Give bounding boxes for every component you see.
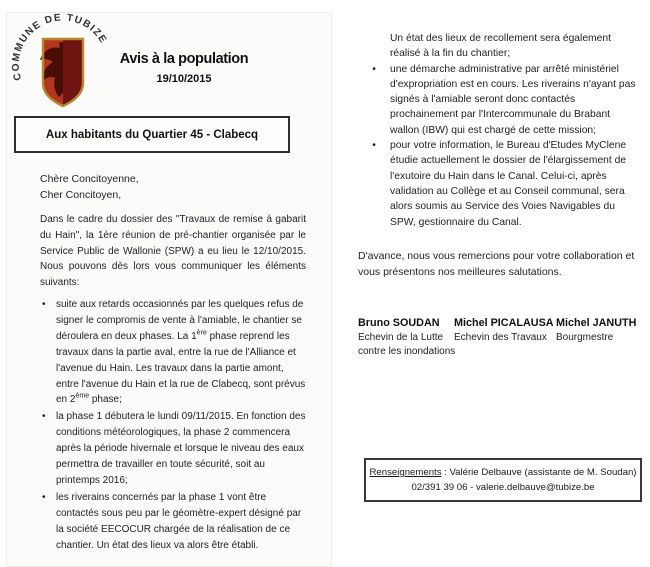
signature <box>556 317 648 345</box>
signatory-name: Bruno SOUDAN <box>358 317 440 329</box>
contact-name: : Valérie Delbauve (assistante de M. Soudan) <box>441 467 637 478</box>
bullet-icon: • <box>42 299 46 310</box>
list-item-text <box>56 297 308 408</box>
contact-label: Renseignements <box>369 467 442 478</box>
list-item <box>358 138 646 230</box>
contact-info-box <box>364 458 642 502</box>
list-item <box>358 62 646 138</box>
bullet-icon: • <box>42 411 46 423</box>
bullet-icon: • <box>372 140 376 152</box>
signatory-name: Michel PICALAUSA <box>454 317 554 329</box>
bullet-icon: • <box>42 491 46 503</box>
closing-paragraph: D'avance, nous vous remercions pour votre collaboration et vous présentons nos meilleures salutations. <box>358 250 635 278</box>
list-item <box>40 490 308 554</box>
list-item-text: pour votre information, le Bureau d'Etudes MyClene étudie actuellement le dossier de l'élargissement de l'exutoire du Hain dans le Canal. Celui-ci, après validation au Collège et au Conseil communal, sera alors soumis au Service des Voies Navigables du SPW, gestionnaire du Canal. <box>390 140 627 228</box>
signatory-role: Bourgmestre <box>556 332 614 343</box>
list-item <box>40 409 308 489</box>
signature <box>358 317 456 359</box>
greeting-line-2: Cher Concitoyen, <box>40 189 122 201</box>
list-item-text: la phase 1 débutera le lundi 09/11/2015. En fonction des conditions météorologiques, la phase 2 commencera après la période hivernale et lorsque le niveau des eaux permettra de travailler en toute sécurité, soit au printemps 2016; <box>56 411 306 486</box>
notice-page-2 <box>352 0 650 567</box>
signature-block <box>352 317 650 377</box>
greeting <box>40 171 302 203</box>
list-item-text: les riverains concernés par la phase 1 vont être contactés sous peu par le géomètre-expert désigné par la société EECOCUR chargée de la réalisation de ce chantier. Un état des lieux va alors être établi. <box>56 491 302 551</box>
signatory-role: Echevin des Travaux <box>454 332 547 343</box>
notice-page-1 <box>6 12 332 567</box>
bullet1-sup1: ère <box>196 329 207 337</box>
list-item <box>40 297 308 408</box>
bullet-list-page2 <box>358 31 646 230</box>
intro-paragraph: Dans le cadre du dossier des "Travaux de remise à gabarit du Hain", la 1ère réunion de pré-chantier organisée par le Service Public de Wallonie (SPW) a eu lieu le 12/10/2015. Nous pouvons dès lors vous communiquer les éléments suivants: <box>40 214 306 289</box>
bullet-icon: • <box>372 63 376 75</box>
signature <box>454 317 556 345</box>
bullet1-part3: phase; <box>89 394 122 406</box>
continuation-text: Un état des lieux de recollement sera également réalisé à la fin du chantier; <box>390 33 611 60</box>
seal-arc-text: COMMUNE DE TUBIZE <box>11 12 109 82</box>
notice-date: 19/10/2015 <box>156 73 212 85</box>
signatory-role: Echevin de la Lutte contre les inondations <box>358 332 456 357</box>
bullet1-sup2: ème <box>75 393 90 401</box>
contact-line-1 <box>370 465 637 480</box>
list-item-text: une démarche administrative par arrêté ministériel d'expropriation est en cours. Les riverains n'ayant pas signés à l'amiable seront donc contactés prochainement par l'Intercommunale du Brabant wallon (IBW) qui est chargé de cette mission; <box>390 63 636 136</box>
contact-line-2: 02/391 39 06 - valerie.delbauve@tubize.be <box>411 482 595 493</box>
bullet1-part2: phase reprend les travaux dans la partie aval, entre la rue de l'Alliance et l'avenue du Hain. Les travaux dans la partie amont, entre l'avenue du Hain et la rue de Clabecq, sont prévus en 2 <box>56 330 306 406</box>
greeting-line-1: Chère Concitoyenne, <box>40 173 139 185</box>
bullet1-part1: suite aux retards occasionnés par les quelques refus de signer le compromis de vente à l'amiable, le chantier se déroulera en deux phases. La 1 <box>56 299 304 342</box>
signatory-name: Michel JANUTH <box>556 317 637 329</box>
addressee-banner: Aux habitants du Quartier 45 - Clabecq <box>14 116 290 153</box>
page-title: Avis à la population <box>119 51 249 67</box>
bullet-list-page1 <box>40 297 308 555</box>
